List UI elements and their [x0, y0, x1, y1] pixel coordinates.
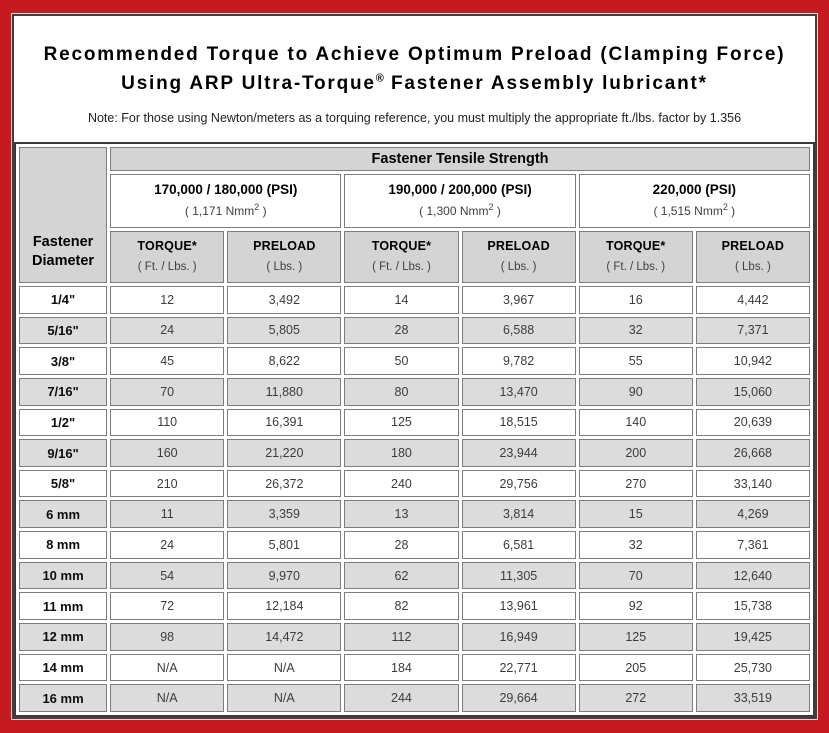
row-diameter-cell: 11 mm: [19, 592, 107, 620]
preload-value-cell: 11,305: [462, 562, 576, 590]
torque-value-cell: 240: [344, 470, 458, 498]
torque-header-cell: TORQUE* ( Ft. / Lbs. ): [344, 231, 458, 283]
torque-value-cell: 112: [344, 623, 458, 651]
row-diameter-cell: 3/8": [19, 347, 107, 375]
torque-value-cell: 12: [110, 286, 224, 314]
row-diameter-cell: 8 mm: [19, 531, 107, 559]
preload-value-cell: 12,184: [227, 592, 341, 620]
torque-value-cell: 272: [579, 684, 693, 712]
preload-value-cell: 3,814: [462, 500, 576, 528]
preload-value-cell: 20,639: [696, 409, 810, 437]
torque-value-cell: 270: [579, 470, 693, 498]
torque-value-cell: 184: [344, 654, 458, 682]
preload-value-cell: 4,269: [696, 500, 810, 528]
strength-header-cell: 170,000 / 180,000 (PSI) ( 1,171 Nmm$^2$ ): [110, 174, 341, 228]
row-diameter-cell: 5/8": [19, 470, 107, 498]
preload-value-cell: 23,944: [462, 439, 576, 467]
torque-value-cell: 180: [344, 439, 458, 467]
torque-value-cell: 92: [579, 592, 693, 620]
torque-value-cell: 82: [344, 592, 458, 620]
torque-table: [14, 142, 815, 717]
table-row: [19, 286, 810, 314]
row-diameter-cell: 16 mm: [19, 684, 107, 712]
torque-value-cell: 45: [110, 347, 224, 375]
torque-value-cell: 90: [579, 378, 693, 406]
table-row: [19, 592, 810, 620]
row-diameter-cell: 5/16": [19, 317, 107, 345]
preload-value-cell: 11,880: [227, 378, 341, 406]
torque-value-cell: 24: [110, 317, 224, 345]
preload-value-cell: 12,640: [696, 562, 810, 590]
page-title: [22, 40, 807, 99]
preload-value-cell: 25,730: [696, 654, 810, 682]
preload-value-cell: 22,771: [462, 654, 576, 682]
preload-header-cell: PRELOAD ( Lbs. ): [227, 231, 341, 283]
torque-value-cell: 54: [110, 562, 224, 590]
row-diameter-cell: 6 mm: [19, 500, 107, 528]
table-row: [19, 409, 810, 437]
registered-trademark-symbol: ®: [375, 73, 384, 86]
table-row: [19, 317, 810, 345]
preload-value-cell: 33,519: [696, 684, 810, 712]
preload-value-cell: 19,425: [696, 623, 810, 651]
preload-value-cell: N/A: [227, 684, 341, 712]
row-diameter-cell: 1/4": [19, 286, 107, 314]
corner-header-cell: Fastener Diameter: [19, 147, 107, 283]
torque-value-cell: 24: [110, 531, 224, 559]
sub-header-row: [19, 231, 810, 283]
torque-value-cell: 28: [344, 531, 458, 559]
conversion-note: Note: For those using Newton/meters as a torquing reference, you must multiply the appropriate ft./lbs. factor by 1.356: [87, 110, 742, 125]
strength-header-cell: 190,000 / 200,000 (PSI) ( 1,300 Nmm$^2$ ): [344, 174, 575, 228]
table-row: [19, 500, 810, 528]
torque-value-cell: 70: [579, 562, 693, 590]
preload-value-cell: 15,738: [696, 592, 810, 620]
title-line-1: Recommended Torque to Achieve Optimum Preload (Clamping Force): [43, 44, 786, 65]
torque-value-cell: 14: [344, 286, 458, 314]
torque-value-cell: 125: [579, 623, 693, 651]
strength-header-row: [19, 174, 810, 228]
torque-value-cell: 11: [110, 500, 224, 528]
torque-value-cell: 210: [110, 470, 224, 498]
row-diameter-cell: 12 mm: [19, 623, 107, 651]
preload-value-cell: 15,060: [696, 378, 810, 406]
torque-value-cell: 140: [579, 409, 693, 437]
preload-value-cell: 6,581: [462, 531, 576, 559]
preload-value-cell: 7,361: [696, 531, 810, 559]
table-row: [19, 470, 810, 498]
table-row: [19, 654, 810, 682]
torque-value-cell: 16: [579, 286, 693, 314]
document-panel: [12, 14, 817, 719]
preload-value-cell: 3,967: [462, 286, 576, 314]
preload-value-cell: 16,391: [227, 409, 341, 437]
torque-value-cell: 80: [344, 378, 458, 406]
table-header-band-row: [19, 147, 810, 171]
table-row: [19, 439, 810, 467]
preload-value-cell: 18,515: [462, 409, 576, 437]
preload-value-cell: 9,970: [227, 562, 341, 590]
row-diameter-cell: 10 mm: [19, 562, 107, 590]
table-row: [19, 378, 810, 406]
preload-value-cell: 21,220: [227, 439, 341, 467]
preload-value-cell: 33,140: [696, 470, 810, 498]
preload-value-cell: 13,470: [462, 378, 576, 406]
torque-value-cell: 72: [110, 592, 224, 620]
torque-value-cell: 50: [344, 347, 458, 375]
torque-value-cell: 70: [110, 378, 224, 406]
preload-value-cell: 6,588: [462, 317, 576, 345]
row-diameter-cell: 9/16": [19, 439, 107, 467]
preload-value-cell: 26,372: [227, 470, 341, 498]
preload-value-cell: 3,492: [227, 286, 341, 314]
torque-value-cell: 15: [579, 500, 693, 528]
preload-value-cell: 29,756: [462, 470, 576, 498]
table-row: [19, 531, 810, 559]
table-row: [19, 623, 810, 651]
torque-value-cell: 205: [579, 654, 693, 682]
preload-value-cell: 13,961: [462, 592, 576, 620]
table-row: [19, 562, 810, 590]
preload-value-cell: 14,472: [227, 623, 341, 651]
torque-value-cell: N/A: [110, 654, 224, 682]
preload-value-cell: 5,801: [227, 531, 341, 559]
row-diameter-cell: 14 mm: [19, 654, 107, 682]
preload-value-cell: 10,942: [696, 347, 810, 375]
preload-value-cell: N/A: [227, 654, 341, 682]
torque-value-cell: 244: [344, 684, 458, 712]
preload-value-cell: 26,668: [696, 439, 810, 467]
row-diameter-cell: 1/2": [19, 409, 107, 437]
table-row: [19, 347, 810, 375]
title-block: [14, 16, 815, 142]
torque-value-cell: 55: [579, 347, 693, 375]
torque-value-cell: 13: [344, 500, 458, 528]
preload-header-cell: PRELOAD ( Lbs. ): [462, 231, 576, 283]
title-line-2: Using ARP Ultra-Torque® Fastener Assembly lubricant*: [121, 73, 708, 95]
torque-header-cell: TORQUE* ( Ft. / Lbs. ): [579, 231, 693, 283]
torque-value-cell: 62: [344, 562, 458, 590]
preload-value-cell: 9,782: [462, 347, 576, 375]
preload-value-cell: 3,359: [227, 500, 341, 528]
preload-value-cell: 5,805: [227, 317, 341, 345]
torque-value-cell: 125: [344, 409, 458, 437]
torque-value-cell: 28: [344, 317, 458, 345]
torque-value-cell: 32: [579, 317, 693, 345]
group-header-cell: Fastener Tensile Strength: [110, 147, 810, 171]
strength-header-cell: 220,000 (PSI) ( 1,515 Nmm$^2$ ): [579, 174, 810, 228]
torque-value-cell: 200: [579, 439, 693, 467]
torque-header-cell: TORQUE* ( Ft. / Lbs. ): [110, 231, 224, 283]
preload-value-cell: 29,664: [462, 684, 576, 712]
torque-value-cell: 98: [110, 623, 224, 651]
preload-value-cell: 4,442: [696, 286, 810, 314]
preload-header-cell: PRELOAD ( Lbs. ): [696, 231, 810, 283]
preload-value-cell: 16,949: [462, 623, 576, 651]
table-row: [19, 684, 810, 712]
torque-value-cell: 160: [110, 439, 224, 467]
row-diameter-cell: 7/16": [19, 378, 107, 406]
torque-value-cell: 110: [110, 409, 224, 437]
torque-value-cell: 32: [579, 531, 693, 559]
preload-value-cell: 7,371: [696, 317, 810, 345]
torque-table-body: [19, 286, 810, 712]
preload-value-cell: 8,622: [227, 347, 341, 375]
torque-value-cell: N/A: [110, 684, 224, 712]
